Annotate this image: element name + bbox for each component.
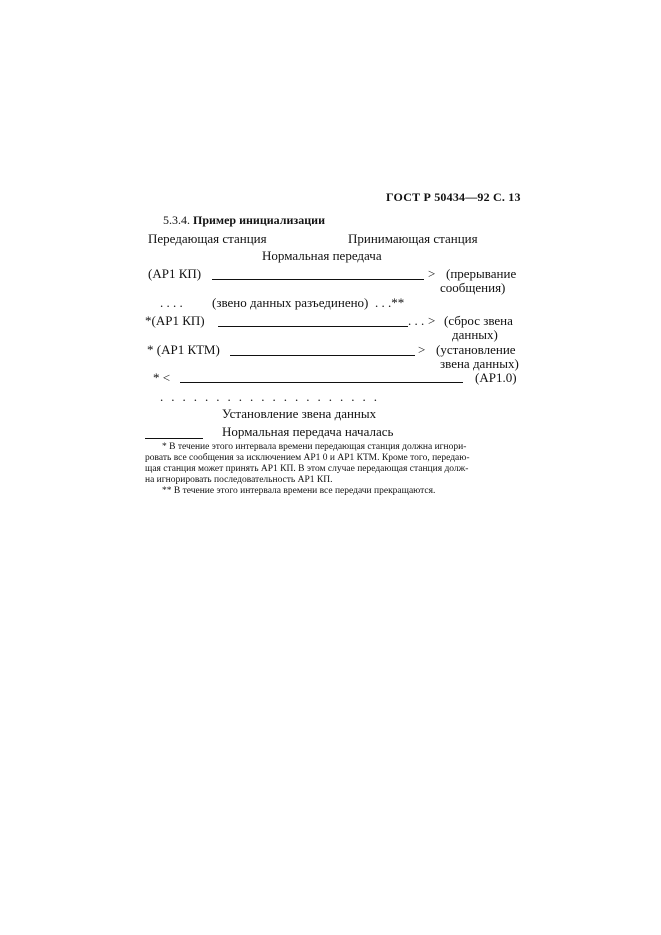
footnote-1-line2: ровать все сообщения за исключением АР1 0 и АР1 КТМ. Кроме того, передаю- bbox=[145, 453, 470, 463]
row1-note-line1: (прерывание bbox=[446, 266, 517, 281]
row3-dots: . . . bbox=[408, 313, 425, 328]
row4-arrow-line bbox=[230, 355, 415, 356]
normal-transfer-label: Нормальная передача bbox=[262, 248, 382, 263]
row5-frame-label: (АР1.0) bbox=[475, 370, 517, 385]
row1-frame-label: (АР1 КП) bbox=[148, 266, 202, 281]
receiver-station-label: Принимающая станция bbox=[348, 231, 478, 246]
row2-link-disconnected: (звено данных разъединено) bbox=[212, 295, 369, 310]
row2-dots-left: . . . . bbox=[160, 295, 183, 310]
link-established-label: Установление звена данных bbox=[222, 406, 377, 421]
footnote-1-line4: на игнорировать последовательность АР1 КП. bbox=[145, 475, 333, 485]
row2-dots-right: . . .** bbox=[375, 295, 405, 310]
footnote-1-line3: щая станция может принять АР1 КП. В этом случае передающая станция долж- bbox=[145, 464, 469, 474]
row5-arrow-head: * < bbox=[153, 370, 171, 385]
section-heading bbox=[163, 213, 325, 228]
row6-dotted-interval: .................... bbox=[160, 389, 385, 404]
normal-transfer-started-label: Нормальная передача началась bbox=[222, 424, 394, 439]
gost-header: ГОСТ Р 50434—92 С. 13 bbox=[386, 190, 521, 204]
row1-note-line2: сообщения) bbox=[440, 280, 506, 295]
row1-arrow-head: > bbox=[428, 266, 436, 281]
row3-arrow-line bbox=[218, 326, 408, 327]
row3-frame-label: *(АР1 КП) bbox=[145, 313, 205, 328]
row4-note-line1: (установление bbox=[436, 342, 516, 357]
footnote-1-line1: * В течение этого интервала времени передающая станция должна игнори- bbox=[162, 442, 467, 452]
row1-arrow-line bbox=[212, 279, 424, 280]
sender-station-label: Передающая станция bbox=[148, 231, 267, 246]
row3-note-line1: (сброс звена bbox=[444, 313, 513, 328]
footnote-2: ** В течение этого интервала времени все передачи прекращаются. bbox=[162, 486, 436, 496]
section-title: Пример инициализации bbox=[193, 213, 325, 227]
row5-arrow-line bbox=[180, 382, 463, 383]
row3-arrow-head: > bbox=[428, 313, 436, 328]
row3-note-line2: данных) bbox=[452, 327, 498, 342]
row4-frame-label: * (АР1 КТМ) bbox=[147, 342, 220, 357]
section-number: 5.3.4. bbox=[163, 213, 190, 227]
row4-arrow-head: > bbox=[418, 342, 426, 357]
footnote-separator bbox=[145, 438, 203, 439]
row4-note-line2: звена данных) bbox=[440, 356, 519, 371]
